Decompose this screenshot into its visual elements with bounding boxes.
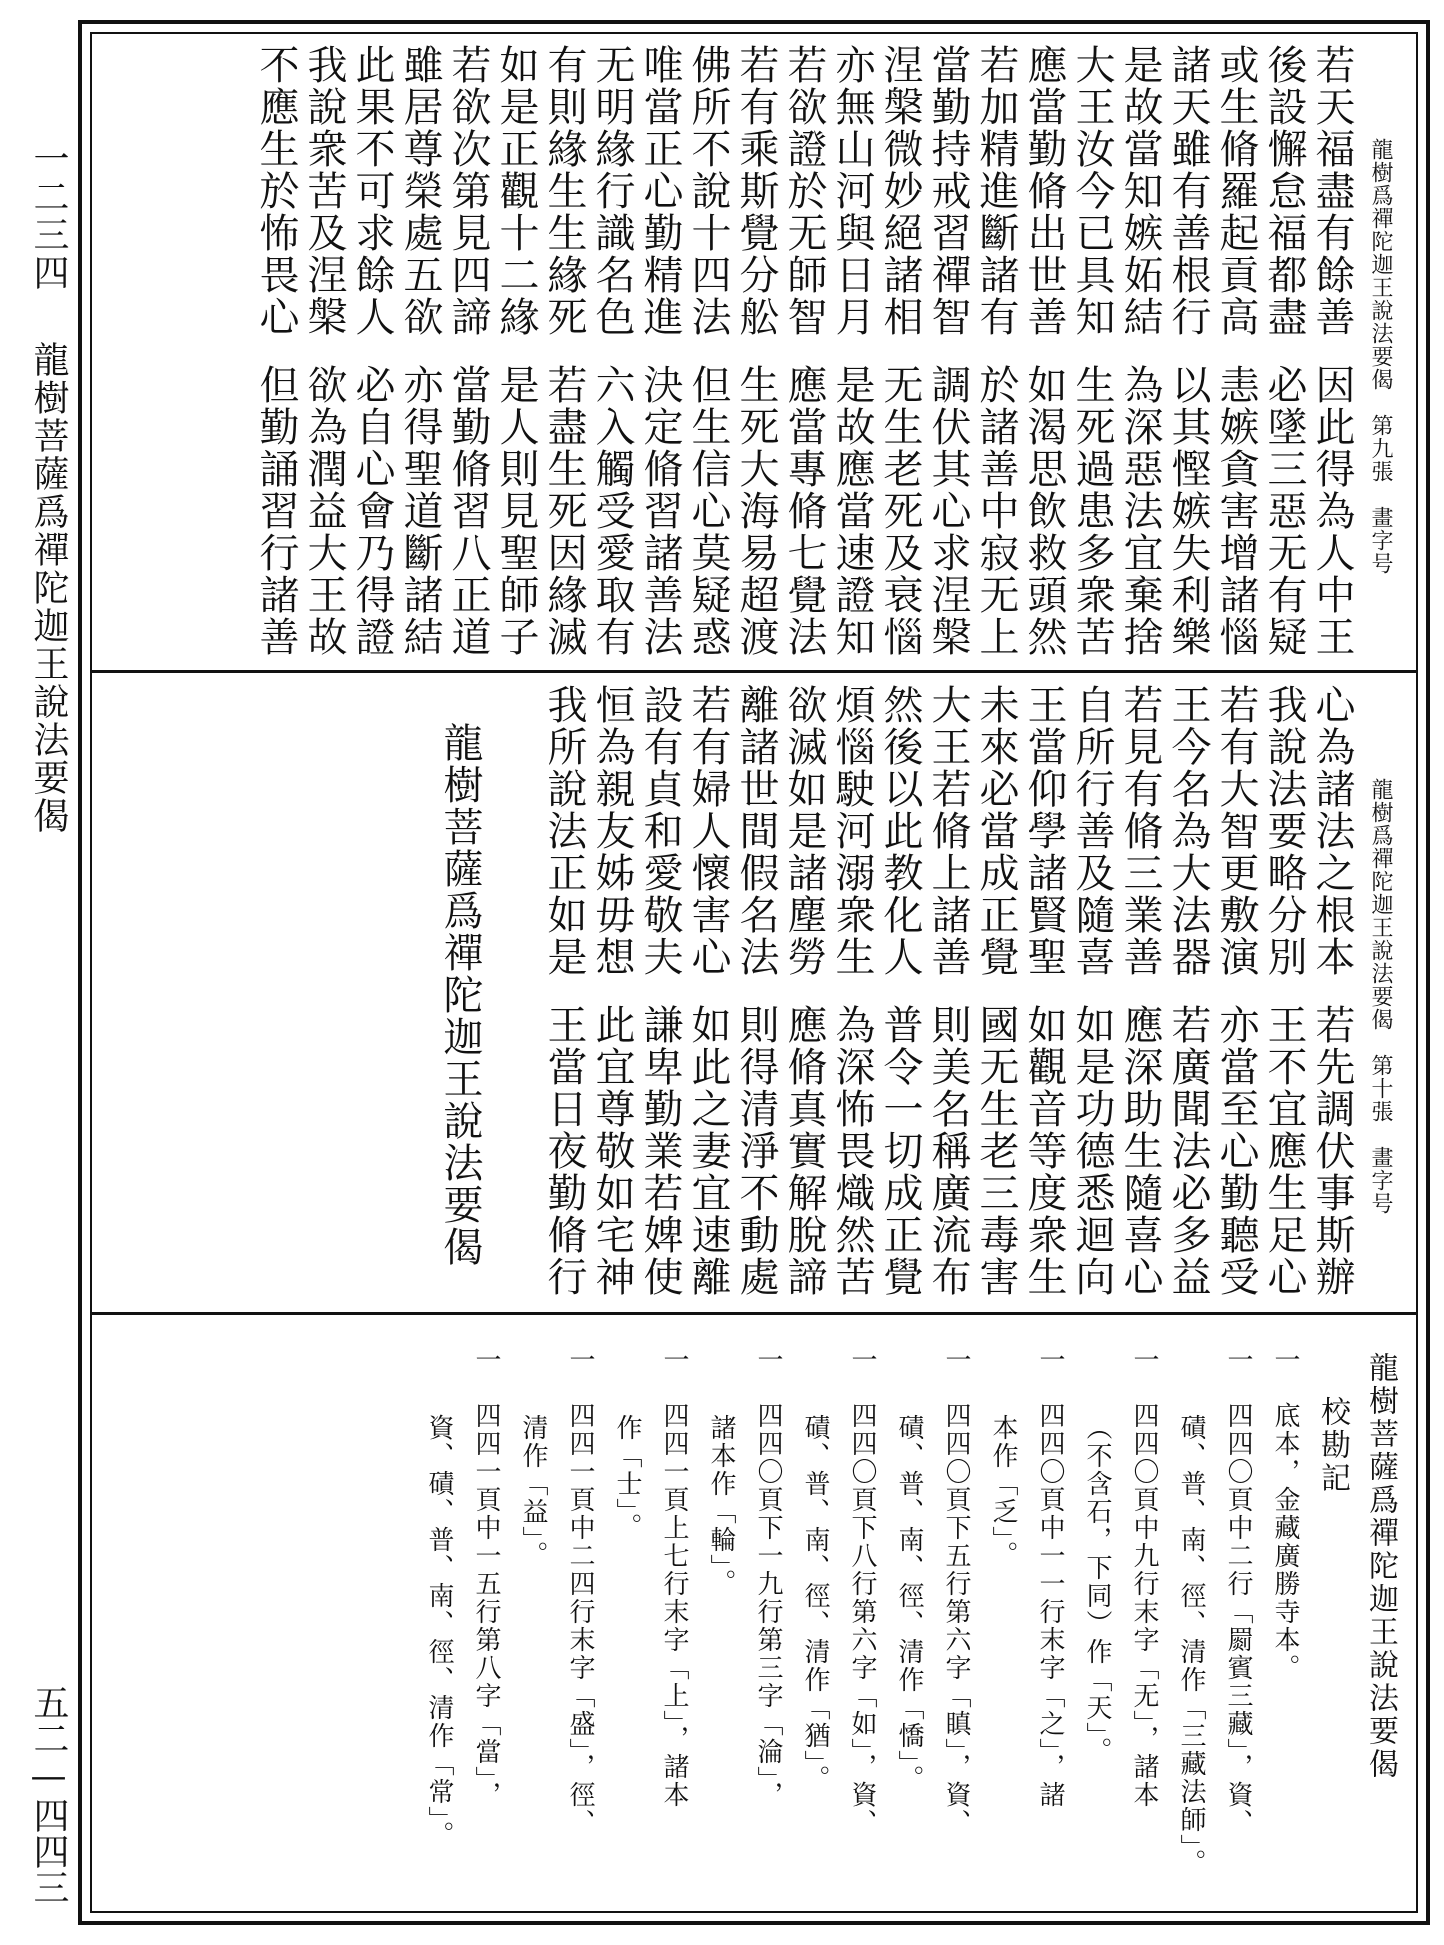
middle-verse-half: 心為諸法之根本 [1309,684,1355,978]
middle-verse-line [1164,684,1212,1298]
middle-verse-half: 然後以此教化人 [877,684,923,978]
middle-verse-half: 如是功德悉迴向 [1069,1004,1115,1298]
middle-verse-line [1116,684,1164,1298]
middle-verse-line [876,684,924,1298]
top-verse-half: 調伏其心求涅槃 [925,364,971,658]
middle-verse-line [636,684,684,1298]
middle-verse-half: 王不宜應生足心 [1261,1004,1307,1298]
collation-note: 磧、普、南、徑、清作「憍」。 [894,1414,924,1793]
middle-verse-line [924,684,972,1298]
top-verse-half: 若有乘斯覺分舩 [733,44,779,338]
top-verse-line [1020,44,1068,658]
middle-verse-half: 普令一切成正覺 [877,1004,923,1298]
middle-verse-line [732,684,780,1298]
panel-top [104,44,1404,664]
top-verse-line [684,44,732,658]
middle-verse-line [1212,684,1260,1298]
top-verse-half: 亦得聖道斷諸結 [397,364,443,658]
top-verse-half: 若欲證於无師智 [781,44,827,338]
collation-note: 一 四四一頁中二四行末字「盛」，徑、 [565,1346,595,1837]
top-verse-half: 若天福盡有餘善 [1309,44,1355,338]
top-verse-half: 以其慳嫉失利樂 [1165,364,1211,658]
collation-note: 磧、普、南、徑、清作「三藏法師」。 [1176,1414,1206,1877]
middle-verse-line [780,684,828,1298]
top-verse-line [300,44,348,658]
top-verse-line [348,44,396,658]
top-verse-half: 涅槃微妙絕諸相 [877,44,923,338]
top-verse-line [1308,44,1356,658]
middle-verse-half: 我所說法正如是 [541,684,587,978]
top-verse-half: 應當專脩七覺法 [781,364,827,658]
middle-verse-half: 應深助生隨喜心 [1117,1004,1163,1298]
middle-verse-half: 欲滅如是諸塵勞 [781,684,827,978]
collation-note: 諸本作「輪」。 [706,1414,736,1597]
collation-note: 一 四四〇頁下八行第六字「如」，資、 [847,1346,877,1837]
collation-note: 本作「乏」。 [988,1414,1018,1569]
middle-columns [104,684,1404,1304]
collation-note: 資、磧、普、南、徑、清作「常」。 [424,1414,454,1849]
left-margin [8,140,68,835]
top-verse-half: 亦無山河與日月 [829,44,875,338]
top-verse-half: 是人則見聖師子 [493,364,539,658]
middle-verse-line [1020,684,1068,1298]
top-verse-line [1164,44,1212,658]
top-verse-line [828,44,876,658]
collation-note: 一 底本，金藏廣勝寺本。 [1270,1346,1300,1682]
middle-verse-half: 設有貞和愛敬夫 [637,684,683,978]
middle-verse-half: 若廣聞法必多益 [1165,1004,1211,1298]
middle-verse-half: 若有大智更敷演 [1213,684,1259,978]
right-page-number: 五二—四四三 [28,1684,69,1905]
middle-verse-half: 則美名稱廣流布 [925,1004,971,1298]
top-verse-half: 因此得為人中王 [1309,364,1355,658]
middle-verse-half: 若見有脩三業善 [1117,684,1163,978]
middle-verse-half: 若先調伏事斯辦 [1309,1004,1355,1298]
middle-verse-half: 未來必當成正覺 [973,684,1019,978]
panel-notes [104,1326,1404,1906]
middle-verse-line [540,684,588,1298]
middle-verse-half: 國无生老三毒害 [973,1004,1019,1298]
middle-verse-half: 煩惱駛河溺衆生 [829,684,875,978]
top-verse-line [876,44,924,658]
top-verse-line [492,44,540,658]
middle-verse-half: 離諸世間假名法 [733,684,779,978]
middle-verse-line [684,684,732,1298]
top-verse-line [252,44,300,658]
top-verse-half: 欲為潤益大王故 [301,364,347,658]
collation-note: 一 四四〇頁下一九行第三字「淪」， [753,1346,783,1809]
middle-end-title: 龍樹菩薩爲禪陀迦王說法要偈 [437,722,483,1268]
middle-verse-half: 王當仰學諸賢聖 [1021,684,1067,978]
page-frame [78,20,1430,1925]
middle-verse-half: 則得清淨不動處 [733,1004,779,1298]
top-verse-half: 有則緣生生緣死 [541,44,587,338]
notes-subtitle: 校勘記 [1315,1396,1350,1495]
top-verse-line [1068,44,1116,658]
left-page-number: 一二三四 [28,140,69,292]
collation-note: 清作「益」。 [518,1414,548,1569]
collation-note: 一 四四〇頁中一一行末字「之」，諸 [1035,1346,1065,1809]
right-margin [8,1684,68,1905]
inner-frame [90,32,1418,1913]
top-verse-line [636,44,684,658]
collation-note: （不含石，下同）作「天」。 [1082,1414,1112,1765]
top-verse-half: 如是正觀十二緣 [493,44,539,338]
top-verse-line [924,44,972,658]
top-verse-half: 生死大海易超渡 [733,364,779,658]
middle-verse-half: 謙卑勤業若婢使 [637,1004,683,1298]
top-verse-line [588,44,636,658]
middle-verse-half: 王今名為大法器 [1165,684,1211,978]
middle-verse-line [1308,684,1356,1298]
top-verse-half: 若盡生死因緣滅 [541,364,587,658]
left-margin-title: 龍樹菩薩爲禪陀迦王說法要偈 [28,341,69,835]
top-verse-half: 如渴思飲救頭然 [1021,364,1067,658]
middle-verse-half: 如觀音等度衆生 [1021,1004,1067,1298]
top-verse-line [1116,44,1164,658]
collation-note: 一 四四〇頁中二行「罽賓三藏」，資、 [1223,1346,1253,1837]
top-verse-half: 後設懈怠福都盡 [1261,44,1307,338]
top-verse-half: 唯當正心勤精進 [637,44,683,338]
top-verse-half: 大王汝今已具知 [1069,44,1115,338]
top-verse-half: 六入觸受愛取有 [589,364,635,658]
top-verse-half: 恚嫉貪害增諸惱 [1213,364,1259,658]
middle-verse-line [1068,684,1116,1298]
top-verse-half: 若加精進斷諸有 [973,44,1019,338]
top-verse-line [1260,44,1308,658]
middle-verse-half: 恒為親友姊毋想 [589,684,635,978]
top-verse-half: 佛所不說十四法 [685,44,731,338]
panel-middle [104,684,1404,1304]
middle-verse-half: 為深怖畏熾然苦 [829,1004,875,1298]
top-verse-half: 但生信心莫疑惑 [685,364,731,658]
top-verse-line [540,44,588,658]
top-verse-line [732,44,780,658]
notes-title: 龍樹菩薩爲禪陀迦王說法要偈 [1363,1352,1398,1781]
top-verse-half: 但勤誦習行諸善 [253,364,299,658]
middle-verse-line [972,684,1020,1298]
top-verse-half: 諸天雖有善根行 [1165,44,1211,338]
top-verse-line [972,44,1020,658]
top-verse-half: 我說衆苦及涅槃 [301,44,347,338]
collation-note: 一 四四〇頁下五行第六字「瞋」，資、 [941,1346,971,1837]
middle-verse-half: 亦當至心勤聽受 [1213,1004,1259,1298]
middle-verse-line [1260,684,1308,1298]
collation-note: 一 四四一頁上七行末字「上」，諸本 [659,1346,689,1809]
top-verse-half: 應當勤脩出世善 [1021,44,1067,338]
top-verse-half: 必墜三惡无有疑 [1261,364,1307,658]
top-verse-half: 生死過患多衆苦 [1069,364,1115,658]
middle-verse-half: 我說法要略分別 [1261,684,1307,978]
middle-verse-half: 自所行善及隨喜 [1069,684,1115,978]
notes-columns [104,1326,1404,1906]
middle-verse-line [828,684,876,1298]
middle-verse-half: 王當日夜勤脩行 [541,1004,587,1298]
divider-top [92,670,1416,673]
top-verse-half: 是故應當速證知 [829,364,875,658]
top-verse-half: 无生老死及衰惱 [877,364,923,658]
top-verse-line [444,44,492,658]
top-verse-half: 當勤脩習八正道 [445,364,491,658]
top-verse-half: 必自心會乃得證 [349,364,395,658]
top-verse-half: 決定脩習諸善法 [637,364,683,658]
top-verse-half: 不應生於怖畏心 [253,44,299,338]
middle-verse-line [588,684,636,1298]
top-verse-line [396,44,444,658]
top-verse-line [780,44,828,658]
top-verse-half: 无明緣行識名色 [589,44,635,338]
top-header: 龍樹爲禪陀迦王說法要偈 第九張 畫字号 [1368,138,1393,575]
top-columns [104,44,1404,664]
middle-header: 龍樹爲禪陀迦王說法要偈 第十張 畫字号 [1368,778,1393,1215]
top-verse-half: 為深惡法宜棄捨 [1117,364,1163,658]
top-verse-half: 是故當知嫉妬結 [1117,44,1163,338]
middle-verse-half: 應脩真實解脫諦 [781,1004,827,1298]
collation-note: 一 四四一頁中一五行第八字「當」， [471,1346,501,1809]
top-verse-half: 若欲次第見四諦 [445,44,491,338]
middle-verse-half: 大王若脩上諸善 [925,684,971,978]
collation-note: 磧、普、南、徑、清作「猶」。 [800,1414,830,1793]
divider-bottom [92,1312,1416,1315]
top-verse-half: 或生脩羅起貢高 [1213,44,1259,338]
collation-note: 一 四四〇頁中九行末字「无」，諸本 [1129,1346,1159,1809]
middle-verse-half: 若有婦人懷害心 [685,684,731,978]
top-verse-line [1212,44,1260,658]
middle-verse-half: 如此之妻宜速離 [685,1004,731,1298]
top-verse-half: 當勤持戒習禪智 [925,44,971,338]
top-verse-half: 於諸善中寂无上 [973,364,1019,658]
top-verse-half: 雖居尊榮處五欲 [397,44,443,338]
collation-note: 作「士」。 [612,1414,642,1541]
top-verse-half: 此果不可求餘人 [349,44,395,338]
middle-verse-half: 此宜尊敬如宅神 [589,1004,635,1298]
